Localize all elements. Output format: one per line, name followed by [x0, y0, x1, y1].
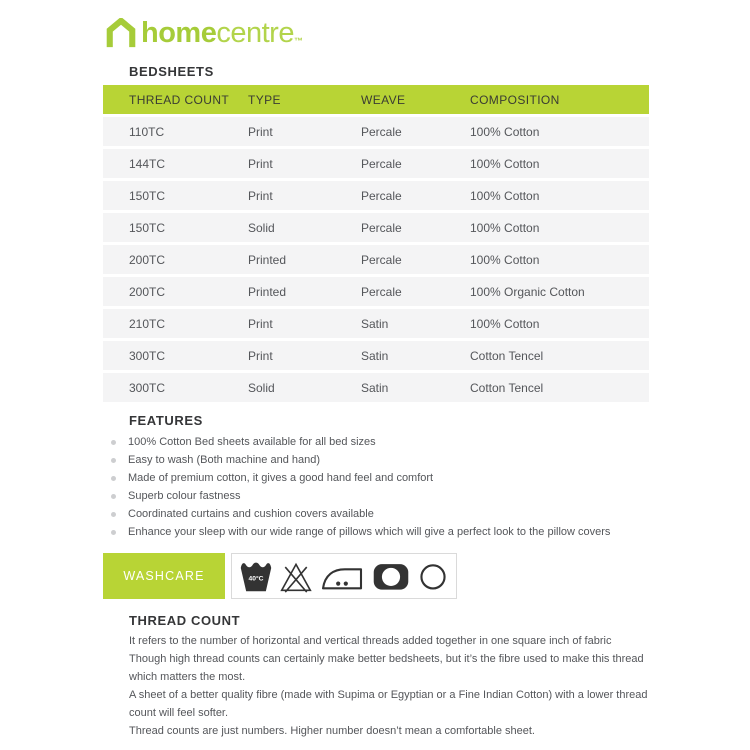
cell-weave: Percale [361, 156, 402, 171]
cell-type: Print [248, 188, 273, 203]
cell-type: Print [248, 348, 273, 363]
feature-text: Easy to wash (Both machine and hand) [128, 454, 321, 466]
list-item [111, 487, 649, 505]
cell-type: Printed [248, 284, 287, 299]
do-not-bleach-icon [279, 557, 313, 595]
list-item [111, 451, 649, 469]
table-row [103, 149, 649, 178]
paragraph: A sheet of a better quality fibre (made with Supima or Egyptian or a Fine Indian Cotton) with a lower thread count will feel softer. [129, 689, 648, 719]
bullet-icon [111, 512, 116, 517]
cell-weave: Percale [361, 284, 402, 299]
cell-type: Solid [248, 220, 275, 235]
iron-icon [320, 557, 364, 595]
list-item [111, 433, 649, 451]
cell-thread-count: 144TC [129, 156, 166, 171]
cell-thread-count: 300TC [129, 380, 166, 395]
logo-text-home: home [141, 17, 217, 49]
col-header-composition: COMPOSITION [470, 92, 560, 107]
bedsheets-spec-table [103, 85, 649, 402]
wash-temp-label: 40°C [248, 575, 264, 583]
table-row [103, 245, 649, 274]
cell-composition: 100% Cotton [470, 156, 540, 171]
col-header-thread-count: THREAD COUNT [129, 92, 230, 107]
features-title: FEATURES [129, 413, 203, 428]
bullet-icon [111, 440, 116, 445]
cell-composition: 100% Cotton [470, 252, 540, 267]
wash-40c-icon [239, 557, 273, 595]
table-row [103, 373, 649, 402]
cell-type: Print [248, 156, 273, 171]
page-title: BEDSHEETS [129, 64, 214, 79]
paragraph: Though high thread counts can certainly make better bedsheets, but it’s the fibre used to make this thread which matters the most. [129, 653, 644, 683]
cell-composition: 100% Organic Cotton [470, 284, 585, 299]
cell-weave: Satin [361, 348, 389, 363]
feature-text: 100% Cotton Bed sheets available for all bed sizes [128, 436, 376, 448]
cell-thread-count: 300TC [129, 348, 166, 363]
cell-weave: Satin [361, 316, 389, 331]
bullet-icon [111, 458, 116, 463]
paragraph: It refers to the number of horizontal and vertical threads added together in one square inch of fabric [129, 635, 612, 647]
thread-count-paragraphs [103, 632, 649, 740]
homecentre-logo [103, 0, 649, 48]
list-item [111, 505, 649, 523]
table-row [103, 213, 649, 242]
table-row [103, 341, 649, 370]
cell-weave: Percale [361, 124, 402, 139]
list-item [111, 523, 649, 541]
cell-type: Print [248, 316, 273, 331]
cell-composition: 100% Cotton [470, 220, 540, 235]
thread-count-title: THREAD COUNT [129, 613, 241, 628]
cell-composition: 100% Cotton [470, 316, 540, 331]
cell-thread-count: 200TC [129, 284, 166, 299]
bullet-icon [111, 530, 116, 535]
table-header-row [103, 85, 649, 114]
cell-weave: Percale [361, 220, 402, 235]
list-item [111, 469, 649, 487]
feature-text: Coordinated curtains and cushion covers available [128, 508, 374, 520]
cell-thread-count: 150TC [129, 220, 166, 235]
cell-composition: 100% Cotton [470, 124, 540, 139]
col-header-weave: WEAVE [361, 92, 406, 107]
table-row [103, 277, 649, 306]
features-list [103, 433, 649, 541]
feature-text: Made of premium cotton, it gives a good hand feel and comfort [128, 472, 434, 484]
paragraph: Thread counts are just numbers. Higher number doesn’t mean a comfortable sheet. [129, 725, 535, 737]
cell-composition: Cotton Tencel [470, 380, 544, 395]
tumble-dry-icon [371, 557, 411, 595]
cell-thread-count: 210TC [129, 316, 166, 331]
bullet-icon [111, 476, 116, 481]
washcare-label: WASHCARE [103, 553, 225, 599]
features-section [103, 413, 649, 541]
table-row [103, 309, 649, 338]
house-icon [105, 18, 137, 48]
dry-clean-icon [417, 557, 449, 595]
bullet-icon [111, 494, 116, 499]
table-row [103, 181, 649, 210]
cell-thread-count: 200TC [129, 252, 166, 267]
feature-text: Superb colour fastness [128, 490, 241, 502]
cell-weave: Percale [361, 188, 402, 203]
cell-type: Printed [248, 252, 287, 267]
cell-type: Print [248, 124, 273, 139]
cell-composition: Cotton Tencel [470, 348, 544, 363]
thread-count-section [103, 613, 649, 740]
washcare-icons-box [231, 553, 457, 599]
cell-thread-count: 150TC [129, 188, 166, 203]
logo-text-centre: centre [216, 17, 294, 49]
trademark-symbol: ™ [293, 36, 303, 46]
table-row [103, 117, 649, 146]
washcare-section [103, 553, 649, 599]
col-header-type: TYPE [248, 92, 281, 107]
cell-weave: Percale [361, 252, 402, 267]
feature-text: Enhance your sleep with our wide range of pillows which will give a perfect look to the pillow covers [128, 526, 611, 538]
cell-type: Solid [248, 380, 275, 395]
cell-thread-count: 110TC [129, 124, 165, 139]
cell-weave: Satin [361, 380, 389, 395]
cell-composition: 100% Cotton [470, 188, 540, 203]
